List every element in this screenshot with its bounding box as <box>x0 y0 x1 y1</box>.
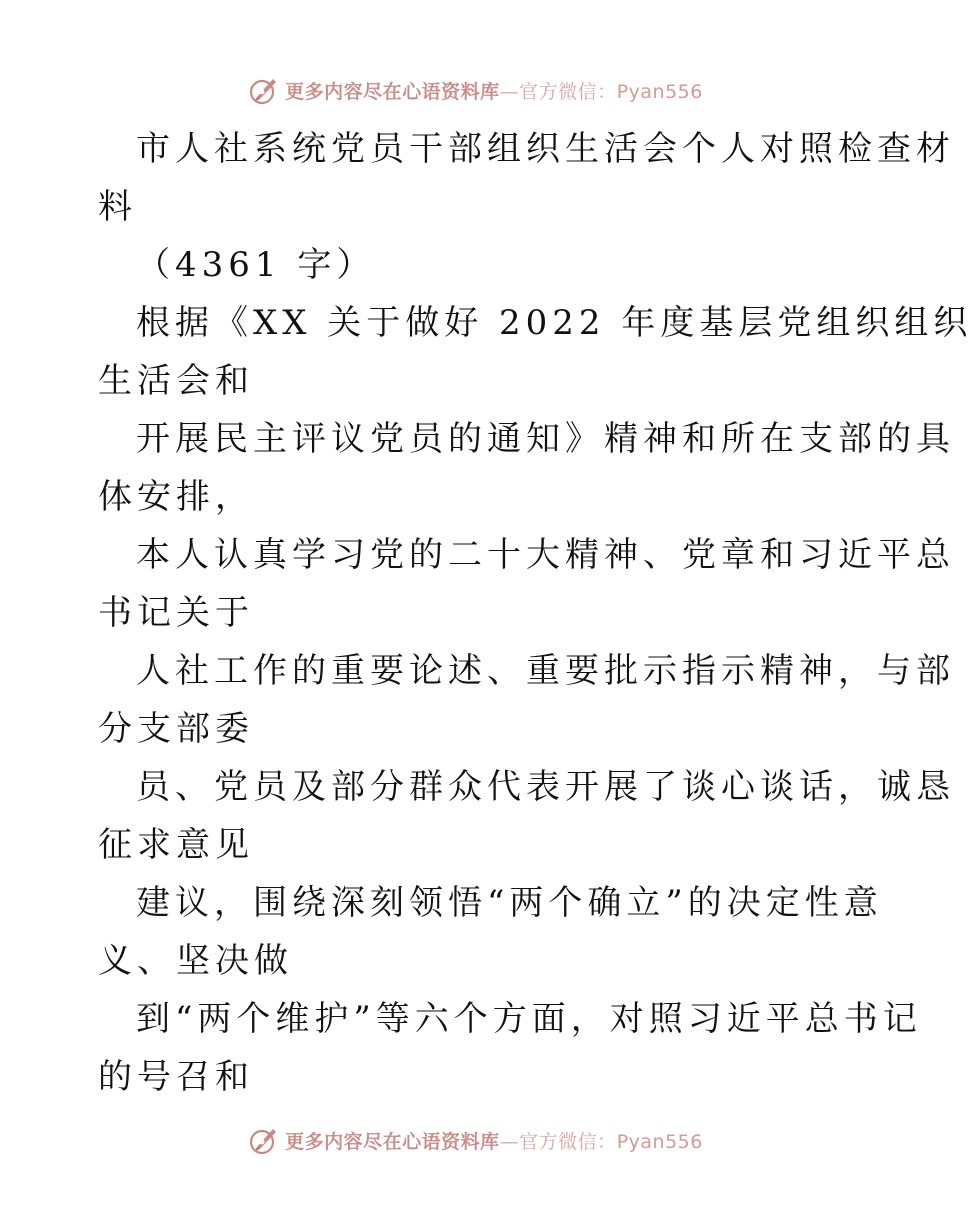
document-line: （4361 字） <box>136 245 376 285</box>
document-line: 市人社系统党员干部组织生活会个人对照检查材 <box>136 129 955 169</box>
document-line: 开展民主评议党员的通知》精神和所在支部的具 <box>136 419 955 459</box>
document-line: 根据《XX 关于做好 2022 年度基层党组织组织 <box>136 303 972 343</box>
document-line: 人社工作的重要论述、重要批示指示精神，与部 <box>136 651 955 691</box>
document-line: 建议，围绕深刻领悟“两个确立”的决定性意 <box>136 883 883 923</box>
document-line: 本人认真学习党的二十大精神、党章和习近平总 <box>136 535 955 575</box>
document-body <box>98 120 972 1106</box>
quill-pen-logo-icon <box>247 73 281 107</box>
quill-pen-logo-icon <box>247 1123 281 1157</box>
footer-watermark <box>0 1120 950 1160</box>
document-line: 生活会和 <box>98 361 254 401</box>
document-line: 义、坚决做 <box>98 941 293 981</box>
watermark-text: 更多内容尽在心语资料库—官方微信：Pyan556 <box>285 1130 703 1153</box>
document-line: 的号召和 <box>98 1057 254 1097</box>
document-line: 征求意见 <box>98 825 254 865</box>
document-line: 到“两个维护”等六个方面，对照习近平总书记 <box>136 999 922 1039</box>
header-watermark <box>0 70 950 110</box>
document-line: 员、党员及部分群众代表开展了谈心谈话，诚恳 <box>136 767 955 807</box>
document-line: 分支部委 <box>98 709 254 749</box>
document-line: 料 <box>98 187 137 227</box>
watermark-text: 更多内容尽在心语资料库—官方微信：Pyan556 <box>285 80 703 103</box>
document-line: 体安排， <box>98 477 254 517</box>
document-line: 书记关于 <box>98 593 254 633</box>
